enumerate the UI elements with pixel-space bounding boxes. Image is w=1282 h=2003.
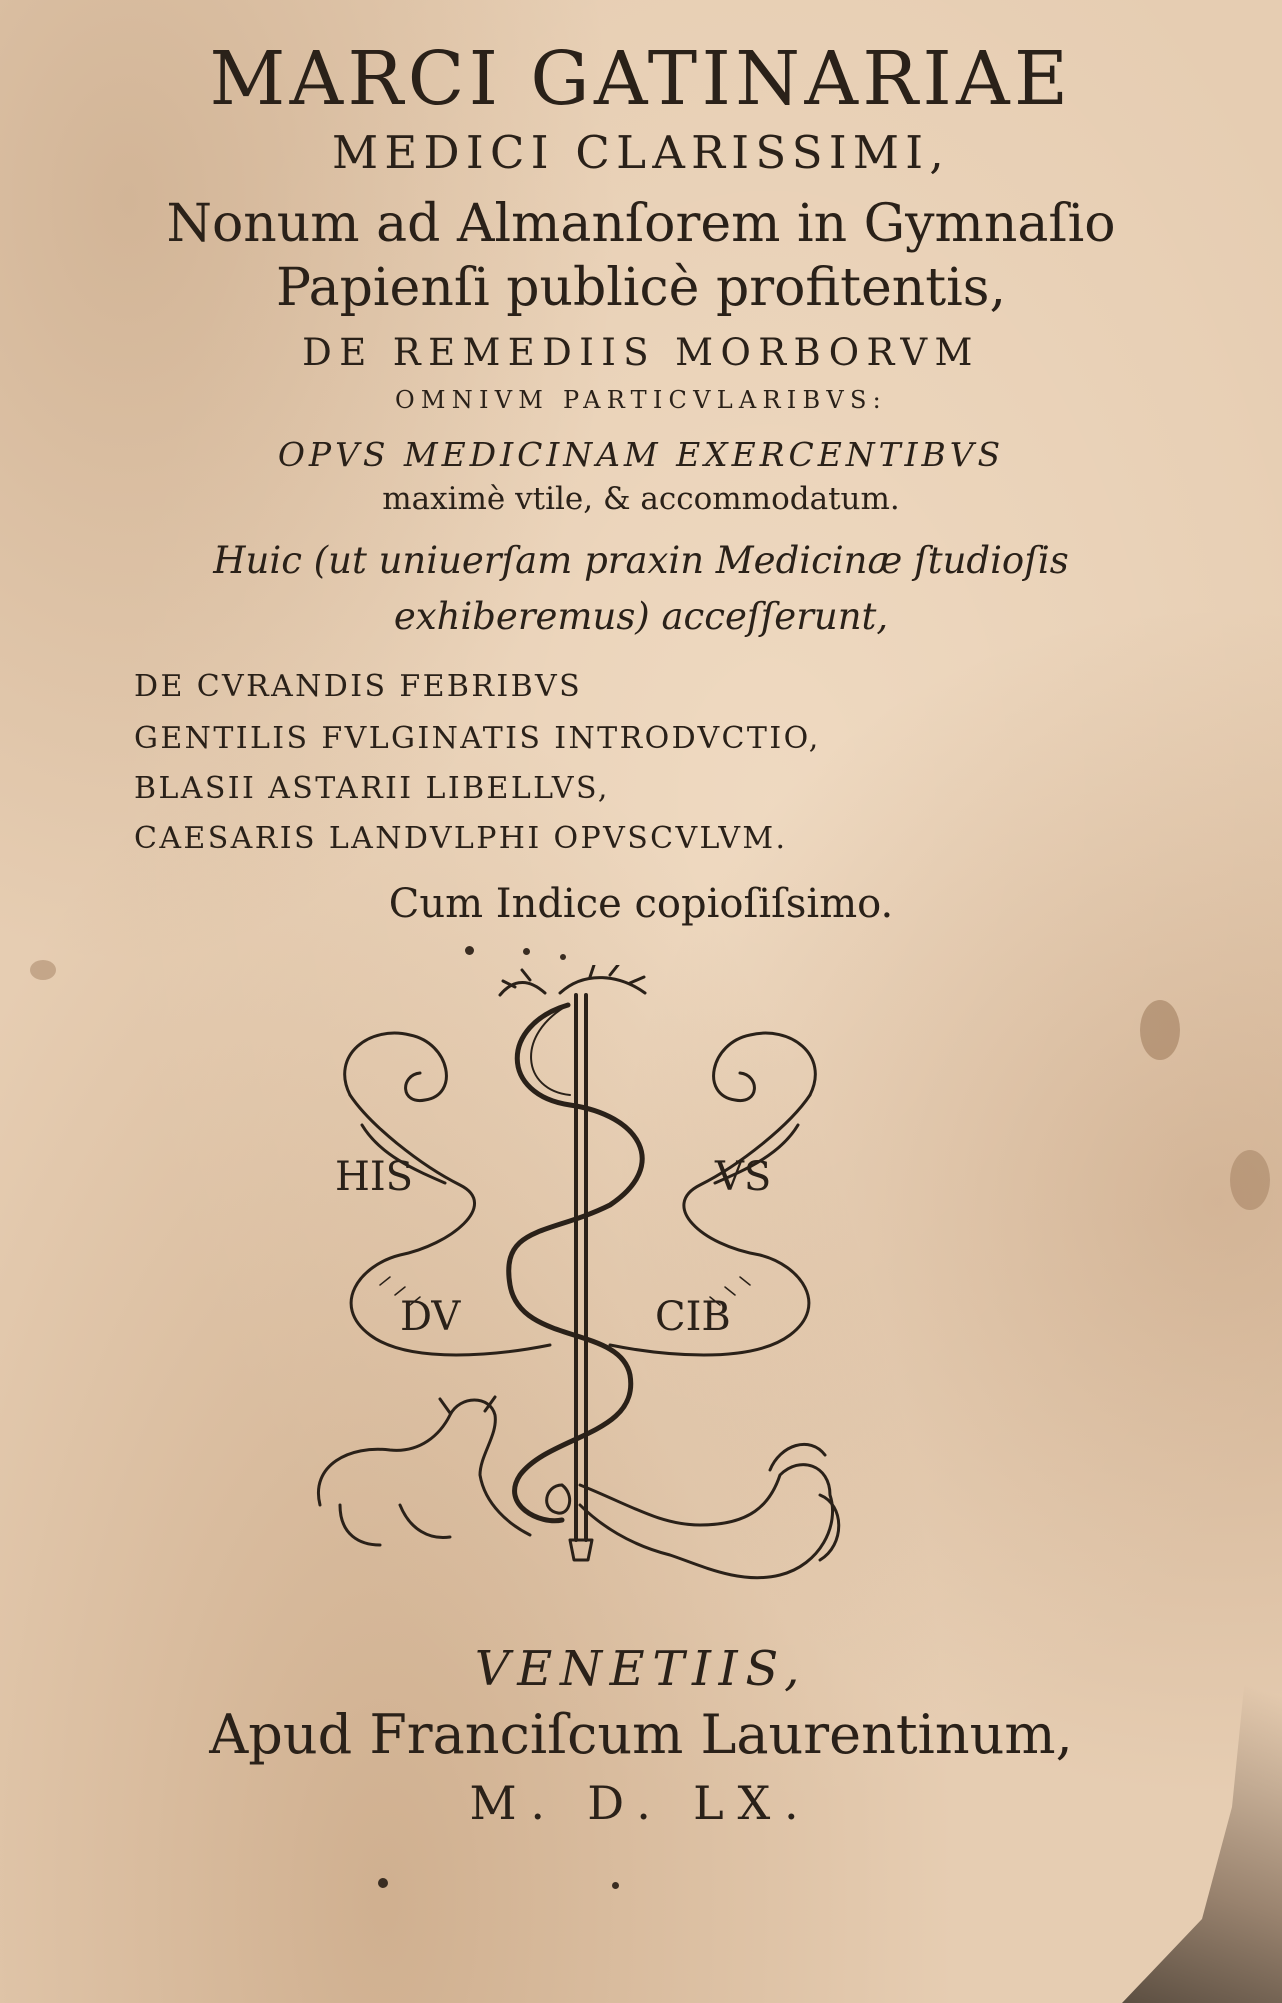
imprint-printer: Apud Franciſcum Laurentinum,: [209, 1703, 1073, 1766]
work-description-line-1: OPVS MEDICINAM EXERCENTIBVS: [277, 435, 1005, 474]
foxing-stain: [1140, 1000, 1180, 1060]
imprint-year: M. D. LX.: [469, 1776, 813, 1830]
index-note: Cum Indice copioſiſsimo.: [388, 881, 894, 927]
position-line-2: Papienſi publicè profitentis,: [275, 258, 1007, 318]
ornament-dot: [378, 1878, 388, 1888]
position-line-1: Nonum ad Almanſorem in Gymnaſio: [166, 194, 1116, 254]
foxing-stain: [1230, 1150, 1270, 1210]
ornament-dot: [465, 946, 474, 955]
imprint-place: VENETIIS,: [474, 1641, 808, 1697]
author-line: MARCI GATINARIAE: [209, 36, 1073, 122]
device-motto-bottom-right: CIB: [655, 1294, 731, 1340]
foxing-stain: [30, 960, 56, 980]
contents-item: BLASII ASTARII LIBELLVS,: [134, 771, 610, 806]
device-motto-left: HIS: [335, 1154, 414, 1200]
addendum-line-1: Huic (ut uniuerſam praxin Medicinæ ſtudioſis: [213, 539, 1069, 582]
device-motto-bottom-left: DV: [400, 1294, 461, 1340]
work-title-line-1: DE REMEDIIS MORBORVM: [302, 331, 980, 374]
contents-item: GENTILIS FVLGINATIS INTRODVCTIO,: [134, 721, 821, 756]
device-motto-right: VS: [715, 1154, 772, 1200]
contents-item: CAESARIS LANDVLPHI OPVSCVLVM.: [134, 821, 788, 856]
contents-item: DE CVRANDIS FEBRIBVS: [134, 669, 583, 704]
ornament-dot: [612, 1882, 619, 1889]
printers-device-woodcut: [300, 965, 860, 1625]
ornament-dot: [523, 948, 530, 955]
addendum-line-2: exhiberemus) acceſſerunt,: [393, 595, 889, 638]
epithet-line: MEDICI CLARISSIMI,: [332, 126, 950, 179]
ornament-dot: [560, 954, 566, 960]
work-description-line-2: maximè vtile, & accommodatum.: [382, 481, 900, 517]
work-title-line-2: OMNIVM PARTICVLARIBVS:: [395, 386, 887, 414]
